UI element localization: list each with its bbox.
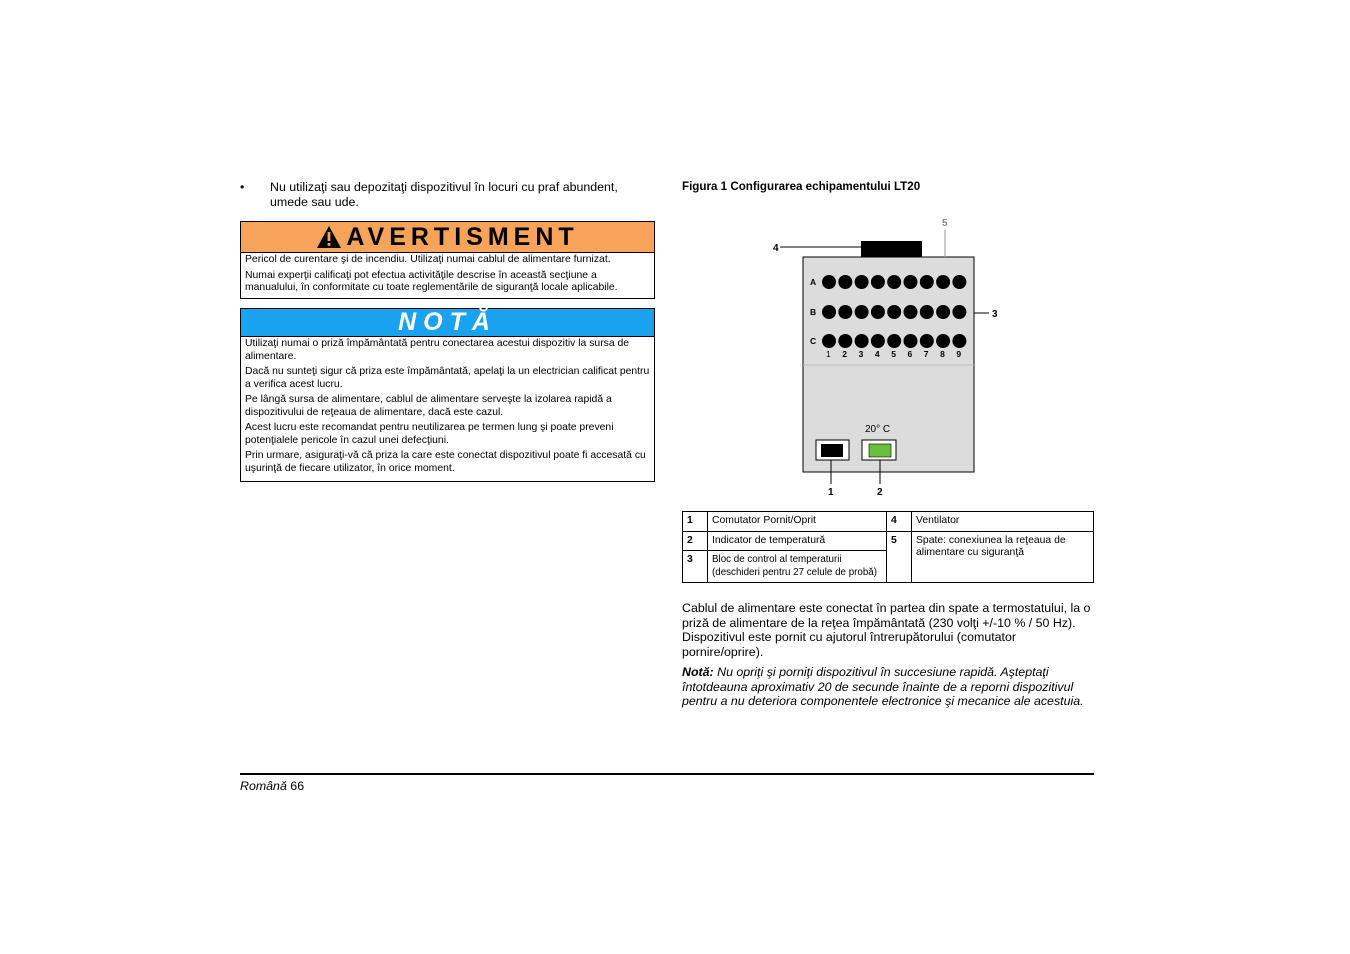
sample-well: [838, 275, 852, 289]
legend-text: Indicator de temperatură: [708, 531, 887, 551]
bullet-text: [270, 180, 660, 210]
callout-1: 1: [828, 487, 834, 498]
legend-text: Spate: conexiunea la reţeaua de alimentare cu siguranţă: [912, 531, 1094, 583]
sample-well: [871, 275, 885, 289]
note-paragraph: Acest lucru este recomandat pentru neutilizarea pe termen lung şi poate preveni potenţialele pericole în cazul unei defecţiuni.: [245, 422, 614, 446]
note-paragraph: Prin urmare, asiguraţi-vă că priza la care este conectat dispozitivul poate fi accesată cu uşurinţă de fiecare utilizator, în orice moment.: [245, 450, 646, 474]
legend-num: 1: [683, 512, 708, 532]
sample-well: [822, 275, 836, 289]
footer-language: Română: [240, 779, 287, 793]
warning-title: AVERTISMENT: [346, 222, 579, 251]
sample-well: [855, 334, 869, 348]
callout-2: 2: [877, 487, 883, 498]
sample-well: [952, 275, 966, 289]
legend-text: Comutator Pornit/Oprit: [708, 512, 887, 532]
note-paragraph: Pe lângă sursa de alimentare, cablul de alimentare serveşte la izolarea rapidă a dispozitivului de reţeaua de alimentare, dacă este cazul.: [245, 394, 612, 418]
nota-text: Nu opriţi şi porniţi dispozitivul în succesiune rapidă. Aşteptaţi întotdeauna aproximativ 20 de secunde înainte de a reporni dispozitivul pentru a nu deteriora componentele electronice şi mecanice ale acestuia.: [682, 665, 1084, 709]
sample-well: [887, 275, 901, 289]
legend-num: 3: [683, 551, 708, 583]
sample-well: [920, 305, 934, 319]
power-switch-button: [821, 444, 843, 457]
sample-well: [871, 305, 885, 319]
sample-well: [920, 275, 934, 289]
column-label: 2: [842, 349, 848, 359]
warning-header: [241, 222, 654, 253]
warning-body: [241, 253, 654, 295]
sample-well: [904, 334, 918, 348]
bullet-symbol: •: [240, 180, 245, 194]
warning-box: [240, 221, 655, 299]
sample-well: [871, 334, 885, 348]
legend-row: [683, 512, 1094, 532]
sample-well: [855, 275, 869, 289]
note-paragraph: Utilizaţi numai o priză împământată pentru conectarea acestui dispozitiv la sursa de alimentare.: [245, 338, 630, 362]
legend-num: 5: [887, 531, 912, 583]
sample-well: [822, 334, 836, 348]
warning-paragraph: Pericol de curentare şi de incendiu. Utilizaţi numai cablul de alimentare furnizat.: [245, 254, 611, 265]
callout-5: 5: [942, 218, 948, 229]
sample-well: [936, 275, 950, 289]
sample-well: [838, 334, 852, 348]
note-paragraph: Dacă nu sunteţi sigur că priza este împământată, apelaţi la un electrician calificat pentru a verifica acest lucru.: [245, 366, 650, 390]
note-header: [241, 309, 654, 337]
note-title: NOTĂ: [398, 308, 497, 336]
sample-well: [904, 305, 918, 319]
note-body: [241, 337, 654, 475]
sample-well: [952, 334, 966, 348]
legend-num: 4: [887, 512, 912, 532]
sample-well: [920, 334, 934, 348]
sample-well: [822, 305, 836, 319]
column-label: 4: [874, 349, 880, 359]
sample-well: [887, 334, 901, 348]
temperature-label: 20° C: [865, 424, 891, 435]
column-label: 8: [940, 349, 945, 359]
legend-row: [683, 531, 1094, 551]
sample-well: [838, 305, 852, 319]
legend-text: Ventilator: [912, 512, 1094, 532]
temperature-indicator-led: [869, 444, 891, 457]
sample-well: [855, 305, 869, 319]
column-label: 5: [891, 349, 896, 359]
column-label: 6: [907, 349, 913, 359]
sample-well: [887, 305, 901, 319]
body-paragraph: Cablul de alimentare este conectat în partea din spate a termostatului, la o priză de alimentare de la reţea împământată (230 volţi +/-10 % / 50 Hz). Dispozitivul este pornit cu ajutorul întrerupătorului (comutator pornire/oprire).: [682, 601, 1091, 659]
callout-3: 3: [992, 309, 998, 320]
warning-triangle-icon: [316, 225, 342, 249]
note-box: [240, 308, 655, 482]
footer: [240, 779, 304, 793]
column-label: 1: [826, 349, 831, 359]
nota-label: Notă:: [682, 665, 714, 679]
callout-4: 4: [773, 243, 779, 254]
legend-num: 2: [683, 531, 708, 551]
nota-paragraph: [682, 665, 1102, 709]
lt20-diagram: [682, 212, 1094, 502]
sample-wells-grid: [822, 275, 966, 348]
row-label-a: A: [810, 277, 817, 287]
sample-well: [904, 275, 918, 289]
figure-legend-table: [682, 511, 1094, 583]
sample-well: [936, 305, 950, 319]
row-label-b: B: [810, 307, 817, 317]
column-label: 7: [923, 349, 929, 359]
legend-text: Bloc de control al temperaturii (deschideri pentru 27 celule de probă): [708, 551, 887, 583]
footer-rule: [240, 773, 1094, 775]
column-label: 9: [956, 349, 962, 359]
column-labels: [826, 349, 961, 359]
fan: [861, 241, 922, 257]
bullet-text-line1: Nu utilizaţi sau depozitaţi dispozitivul în locuri cu praf abundent,: [270, 180, 618, 194]
footer-page-number: 66: [290, 779, 305, 793]
sample-well: [936, 334, 950, 348]
column-label: 3: [858, 349, 864, 359]
figure-title: Figura 1 Configurarea echipamentului LT20: [682, 180, 921, 193]
warning-paragraph: Numai experţii calificaţi pot efectua activităţile descrise în această secţiune a manualului, în conformitate cu toate reglementările de siguranţă locale aplicabile.: [245, 269, 618, 293]
bullet-text-line2: umede sau ude.: [270, 195, 359, 209]
row-label-c: C: [810, 336, 817, 346]
sample-well: [952, 305, 966, 319]
